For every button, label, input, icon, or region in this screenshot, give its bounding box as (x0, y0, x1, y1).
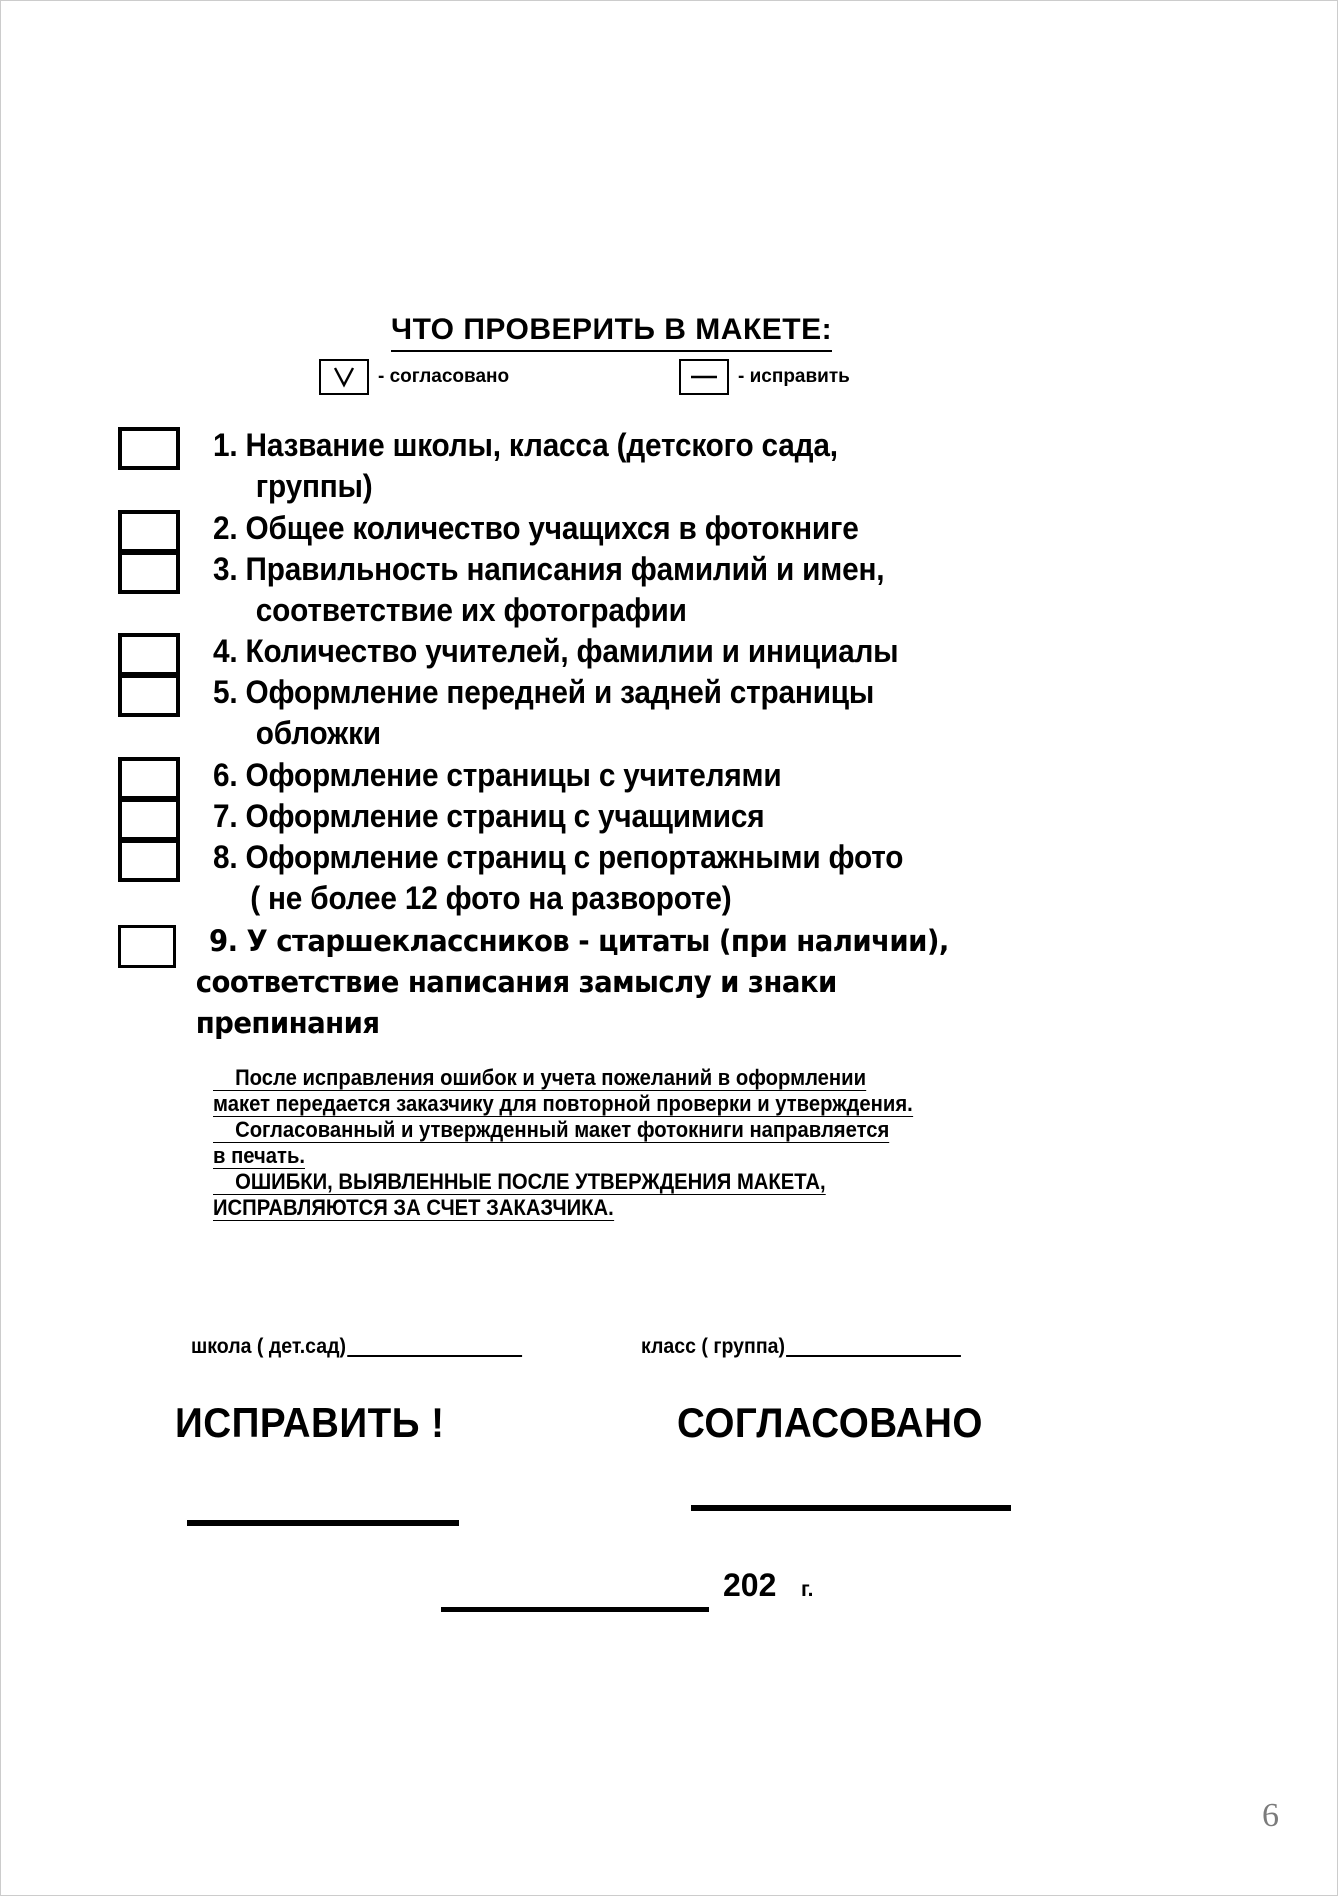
checkbox-item-6[interactable] (118, 757, 180, 800)
checklist-label-3 (213, 549, 1190, 631)
checklist-label-4 (213, 631, 1190, 672)
school-field-blank[interactable] (347, 1355, 522, 1357)
legend-item-fix (679, 359, 850, 395)
date-row (441, 1567, 941, 1623)
checkbox-item-5[interactable] (118, 674, 180, 717)
checklist-label-8 (213, 837, 1190, 919)
checkbox-item-1[interactable] (118, 427, 180, 470)
checkbox-item-3[interactable] (118, 551, 180, 594)
checklist-line-3-2: соответствие их фотографии (255, 592, 687, 628)
approve-signature-line[interactable] (691, 1505, 1011, 1511)
legend-box-approved (319, 359, 369, 395)
checklist-line-1-1: 1. Название школы, класса (детского сада, (213, 427, 838, 463)
checklist-label-2 (213, 508, 1190, 549)
checklist-line-2-1: 2. Общее количество учащихся в фотокниге (213, 510, 859, 546)
note-paragraph (213, 1065, 1133, 1221)
checklist-line-3-1: 3. Правильность написания фамилий и имен, (213, 551, 885, 587)
page-number: 6 (1262, 1797, 1279, 1834)
class-field-blank[interactable] (786, 1355, 961, 1357)
fix-heading: ИСПРАВИТЬ ! (175, 1399, 445, 1446)
legend-box-fix (679, 359, 729, 395)
note-line-3: Согласованный и утвержденный макет фотокниги направляется (213, 1117, 889, 1143)
date-suffix: г. (801, 1578, 814, 1601)
class-field[interactable] (641, 1335, 961, 1359)
legend-item-approved (319, 359, 509, 395)
dash-icon (689, 373, 719, 381)
signature-field-labels (1, 1335, 1338, 1369)
page-title: ЧТО ПРОВЕРИТЬ В МАКЕТЕ: (391, 313, 832, 352)
note-line-5: ОШИБКИ, ВЫЯВЛЕННЫЕ ПОСЛЕ УТВЕРЖДЕНИЯ МАКЕТА, (213, 1169, 826, 1195)
date-blank-line[interactable] (441, 1607, 709, 1612)
checkbox-item-8[interactable] (118, 839, 180, 882)
checkbox-item-2[interactable] (118, 510, 180, 553)
checkbox-item-9[interactable] (118, 925, 176, 968)
fix-signature-line[interactable] (187, 1520, 459, 1526)
checklist-label-6 (213, 755, 1190, 796)
checkbox-item-4[interactable] (118, 633, 180, 676)
class-field-label: класс ( группа) (641, 1335, 785, 1358)
checklist-label-9 (195, 921, 1207, 1044)
checkmark-v-icon (332, 366, 356, 388)
checklist-line-9-2: соответствие написания замыслу и знаки (195, 965, 837, 999)
school-field[interactable] (191, 1335, 522, 1359)
checklist-line-8-1: 8. Оформление страниц с репортажными фото (213, 839, 904, 875)
legend-label-approved: - согласовано (378, 366, 510, 387)
note-line-2: макет передается заказчику для повторной проверки и утверждения. (213, 1091, 913, 1116)
checklist-line-9-3: препинания (195, 1006, 380, 1040)
checklist-line-6-1: 6. Оформление страницы с учителями (213, 757, 782, 793)
checklist-line-5-2: обложки (255, 715, 381, 751)
legend-label-fix: - исправить (738, 366, 850, 387)
checklist-line-9-1: 9. У старшеклассников - цитаты (при наличии), (209, 924, 949, 958)
checklist-label-7 (213, 796, 1190, 837)
checklist-label-5 (213, 672, 1190, 754)
checklist-line-8-2: ( не более 12 фото на развороте) (250, 880, 732, 916)
checklist-line-4-1: 4. Количество учителей, фамилии и инициалы (213, 633, 899, 669)
approve-heading: СОГЛАСОВАНО (677, 1399, 983, 1446)
note-line-1: После исправления ошибок и учета пожеланий в оформлении (213, 1065, 866, 1091)
checklist-line-7-1: 7. Оформление страниц с учащимися (213, 798, 765, 834)
date-year: 202 (723, 1567, 777, 1603)
checklist-line-5-1: 5. Оформление передней и задней страницы (213, 674, 875, 710)
legend (319, 359, 1019, 405)
checkbox-item-7[interactable] (118, 798, 180, 841)
note-line-4: в печать. (213, 1143, 306, 1168)
note-line-6: ИСПРАВЛЯЮТСЯ ЗА СЧЕТ ЗАКАЗЧИКА. (213, 1195, 614, 1220)
checklist-line-1-2: группы) (255, 468, 373, 504)
checklist-label-1 (213, 425, 1190, 507)
school-field-label: школа ( дет.сад) (191, 1335, 347, 1358)
